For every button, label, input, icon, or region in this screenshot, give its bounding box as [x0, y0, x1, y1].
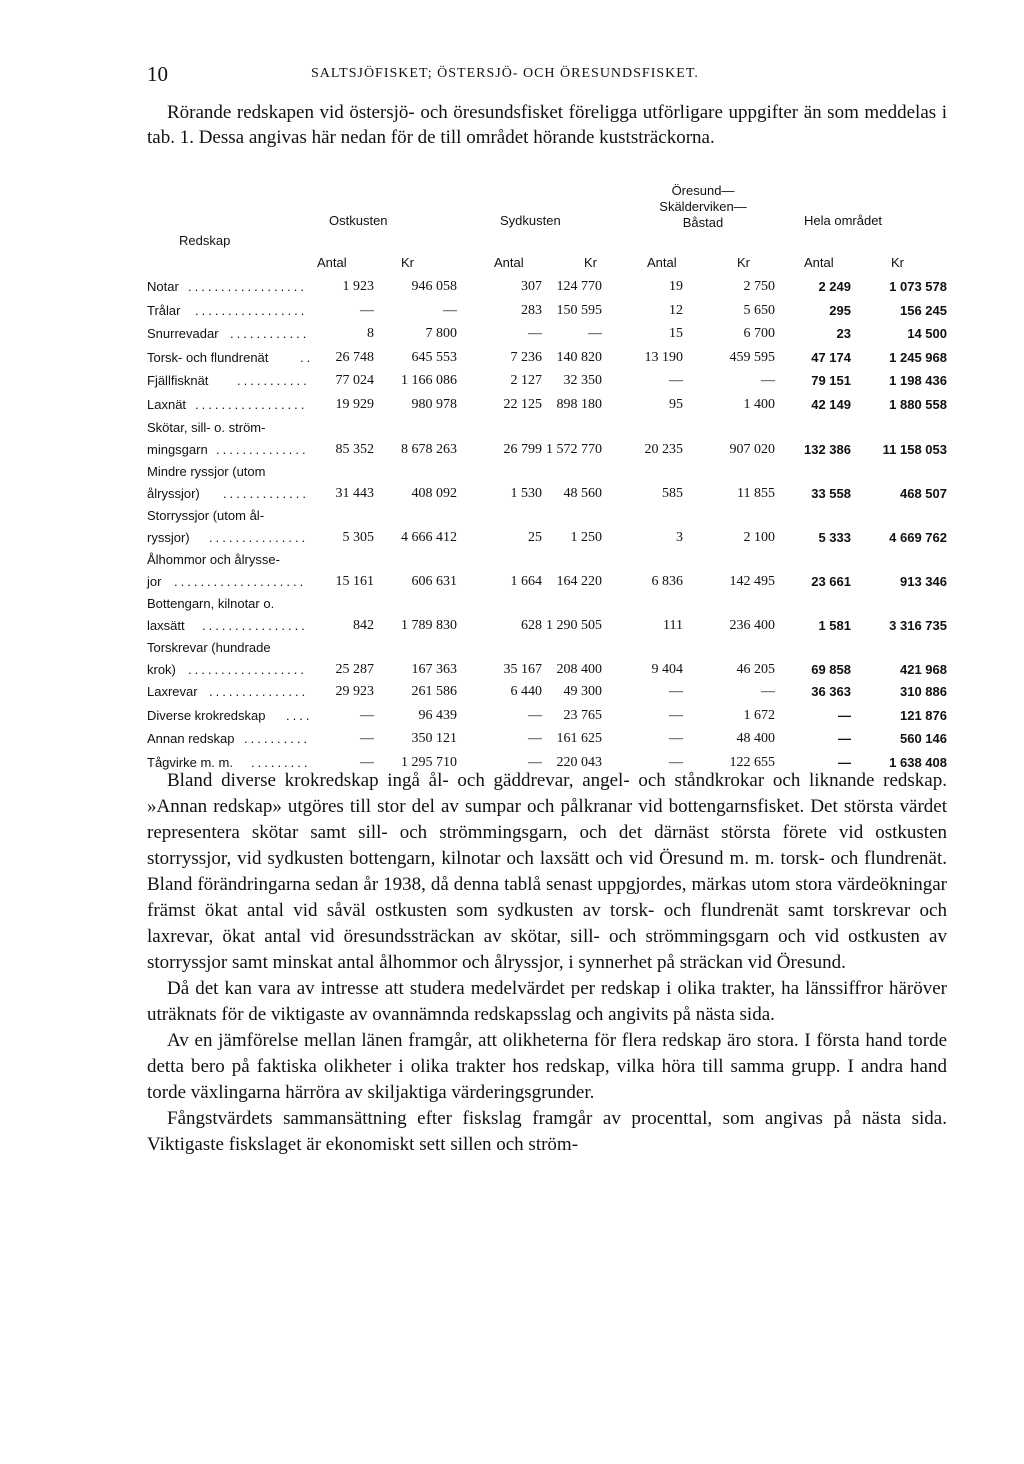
row-label: Laxrevar [147, 684, 198, 699]
row-label: ryssjor) [147, 530, 190, 545]
table-cell: 150 595 [556, 302, 602, 318]
table-cell: 208 400 [556, 662, 602, 677]
body-text [147, 768, 947, 1158]
table-cell: 1 572 770 [546, 442, 602, 457]
table-cell: 310 886 [900, 684, 947, 699]
table-cell: 2 750 [743, 279, 775, 294]
leader-dots: ........... [237, 373, 310, 388]
table-cell: 19 [669, 279, 683, 294]
table-cell: 167 363 [411, 662, 457, 677]
group-header-ostkusten: Ostkusten [329, 213, 388, 228]
table-cell: 46 205 [736, 662, 775, 677]
table-cell: 69 858 [811, 662, 851, 677]
leader-dots: ................ [202, 618, 308, 633]
leader-dots: ......... [251, 754, 311, 770]
table-cell: — [669, 754, 683, 770]
row-label: krok) [147, 662, 176, 677]
table-cell: 1 923 [342, 279, 374, 294]
table-cell: 96 439 [418, 707, 457, 723]
leader-dots: ................. [195, 396, 308, 412]
table-cell: 132 386 [804, 442, 851, 457]
table-cell: 4 669 762 [889, 530, 947, 545]
table-cell: 29 923 [335, 684, 374, 699]
table-cell: 468 507 [900, 486, 947, 501]
table-cell: — [838, 731, 851, 746]
table-cell: 85 352 [335, 442, 374, 457]
table-cell: 898 180 [556, 396, 602, 412]
table-cell: 36 363 [811, 684, 851, 699]
group-header-hela-omradet: Hela området [804, 213, 883, 228]
table-cell: 48 560 [563, 486, 602, 501]
table-cell: 5 305 [342, 530, 374, 545]
table-cell: — [528, 754, 542, 770]
leader-dots: .. [300, 349, 314, 365]
row-label: jor [147, 574, 162, 589]
table-cell: — [528, 326, 542, 341]
row-label: Laxnät [147, 396, 187, 412]
row-label: Mindre ryssjor (utom [147, 464, 266, 479]
column-subheader: Kr [891, 255, 904, 270]
table-cell: 421 968 [900, 662, 947, 677]
row-label: Notar [147, 279, 179, 294]
leader-dots: ............ [230, 326, 310, 341]
table-cell: 14 500 [907, 326, 947, 341]
table-cell: 161 625 [556, 731, 602, 746]
table-cell: 295 [829, 302, 851, 318]
table-cell: 23 [836, 326, 851, 341]
table-cell: — [528, 707, 542, 723]
table-cell: 42 149 [811, 396, 851, 412]
page-header [147, 62, 947, 88]
row-label: Diverse krokredskap [147, 707, 266, 723]
table-cell: 142 495 [729, 574, 775, 589]
table-cell: 307 [521, 279, 542, 294]
row-label: Trålar [147, 302, 181, 318]
table-cell: — [360, 302, 374, 318]
leader-dots: .... [286, 707, 313, 723]
table-cell: 164 220 [556, 574, 602, 589]
table-cell: — [360, 731, 374, 746]
leader-dots: ................. [195, 302, 308, 318]
table-cell: 2 100 [743, 530, 775, 545]
table-cell: 20 235 [644, 442, 683, 457]
table-cell: 49 300 [563, 684, 602, 699]
table-cell: 8 678 263 [401, 442, 457, 457]
table-cell: 606 631 [411, 574, 457, 589]
running-head: SALTSJÖFISKET; ÖSTERSJÖ- OCH ÖRESUNDSFISKET. [311, 66, 699, 81]
table-cell: 111 [663, 618, 683, 633]
column-subheader: Antal [494, 255, 524, 270]
table-cell: 7 236 [510, 349, 542, 365]
table-cell: 23 661 [811, 574, 851, 589]
table-cell: 1 672 [743, 707, 775, 723]
group-header-oresund-line2: Skälderviken— [659, 199, 747, 214]
table-cell: 1 664 [510, 574, 542, 589]
table-cell: 1 198 436 [889, 373, 947, 388]
table-cell: 2 127 [510, 373, 542, 388]
column-subheader: Kr [584, 255, 597, 270]
leader-dots: .......... [244, 731, 311, 746]
table-cell: 628 [521, 618, 542, 633]
table-cell: 907 020 [729, 442, 775, 457]
table-cell: 25 [528, 530, 542, 545]
leader-dots: ............... [209, 684, 309, 699]
table-cell: 19 929 [335, 396, 374, 412]
table-cell: — [588, 326, 602, 341]
table-cell: 1 789 830 [401, 618, 457, 633]
table-cell: — [669, 707, 683, 723]
column-subheader: Kr [401, 255, 414, 270]
table-cell: 585 [662, 486, 683, 501]
row-label: Storryssjor (utom ål- [147, 508, 265, 523]
table-cell: 122 655 [729, 754, 775, 770]
table-cell: — [669, 731, 683, 746]
table-cell: 11 855 [737, 486, 775, 501]
table-cell: 459 595 [729, 349, 775, 365]
row-label: ålryssjor) [147, 486, 200, 501]
row-label: Tågvirke m. m. [147, 754, 233, 770]
group-header-oresund-line3: Båstad [682, 215, 724, 230]
table-cell: 1 530 [510, 486, 542, 501]
leader-dots: ............... [209, 530, 309, 545]
group-header-oresund-line1: Öresund— [671, 183, 735, 198]
table-cell: 408 092 [411, 486, 457, 501]
row-header-label: Redskap [179, 233, 231, 248]
table-cell: — [669, 684, 683, 699]
table-cell: 13 190 [644, 349, 683, 365]
gear-table [147, 183, 957, 770]
row-label: Snurrevadar [147, 326, 219, 341]
table-cell: 9 404 [651, 662, 683, 677]
column-subheader: Antal [317, 255, 347, 270]
row-label: Bottengarn, kilnotar o. [147, 596, 275, 611]
table-cell: — [838, 754, 851, 770]
table-cell: 79 151 [811, 373, 851, 388]
table-cell: 5 650 [743, 302, 775, 318]
table-cell: 1 073 578 [889, 279, 947, 294]
leader-dots: ............. [223, 486, 309, 501]
table-cell: 140 820 [556, 349, 602, 365]
table-cell: 121 876 [900, 707, 947, 723]
table-cell: 1 581 [818, 618, 851, 633]
table-cell: 645 553 [411, 349, 457, 365]
row-label: Ålhommor och ålrysse- [147, 552, 280, 567]
table-cell: 236 400 [729, 618, 775, 633]
table-cell: 11 158 053 [882, 442, 947, 457]
intro-paragraph: Rörande redskapen vid östersjö- och öresundsfisket föreligga utförligare uppgifter än som meddelas i tab. 1. Dessa angivas här nedan för de till området hörande kuststräckorna. [147, 102, 947, 148]
table-cell: 1 250 [570, 530, 602, 545]
table-cell: 350 121 [411, 731, 457, 746]
leader-dots: .................. [188, 662, 308, 677]
table-cell: 1 638 408 [889, 754, 947, 770]
table-cell: 1 245 968 [889, 349, 947, 365]
table-cell: 95 [669, 396, 683, 412]
body-paragraph: Fångstvärdets sammansättning efter fiskslag framgår av procenttal, som angivas på nästa sida. Viktigaste fiskslaget är ekonomiskt sett sillen och ström- [147, 1108, 947, 1155]
table-cell: 77 024 [335, 373, 374, 388]
table-cell: 560 146 [900, 731, 947, 746]
table-cell: 1 290 505 [546, 618, 602, 633]
table-cell: — [761, 684, 775, 699]
row-label: Torsk- och flundrenät [147, 349, 269, 365]
table-cell: 220 043 [556, 754, 602, 770]
table-cell: 842 [353, 618, 374, 633]
table-cell: 4 666 412 [401, 530, 457, 545]
row-label: Annan redskap [147, 731, 235, 746]
table-cell: 6 440 [510, 684, 542, 699]
table-cell: 7 800 [425, 326, 457, 341]
table-cell: 6 836 [651, 574, 683, 589]
table-cell: — [838, 707, 851, 723]
table-cell: 26 799 [503, 442, 542, 457]
table-cell: 47 174 [811, 349, 851, 365]
table-cell: — [761, 373, 775, 388]
table-cell: 33 558 [811, 486, 851, 501]
table-cell: 1 295 710 [401, 754, 457, 770]
table-cell: 1 166 086 [401, 373, 457, 388]
group-header-sydkusten: Sydkusten [500, 213, 561, 228]
leader-dots: .................. [188, 279, 308, 294]
table-cell: 3 316 735 [889, 618, 947, 633]
table-cell: 124 770 [556, 279, 602, 294]
table-cell: 2 249 [818, 279, 851, 294]
table-cell: 6 700 [743, 326, 775, 341]
leader-dots: .............. [216, 442, 309, 457]
table-cell: 15 161 [335, 574, 374, 589]
table-cell: 32 350 [563, 373, 602, 388]
table-cell: 48 400 [736, 731, 775, 746]
leader-dots: .................... [174, 574, 307, 589]
table-cell: 1 400 [743, 396, 775, 412]
table-cell: 15 [669, 326, 683, 341]
table-cell: 5 333 [818, 530, 851, 545]
row-label: mingsgarn [147, 442, 208, 457]
table-cell: 23 765 [563, 707, 602, 723]
table-cell: 913 346 [900, 574, 947, 589]
column-subheader: Antal [647, 255, 677, 270]
body-paragraph: Av en jämförelse mellan länen framgår, att olikheterna för flera redskap äro stora. I första hand torde detta bero på faktiska olikheter i olika trakter hos redskap, vilka höra till samma grupp. I andra hand torde växlingarna härröra av skiljaktiga värderingsgrunder. [147, 1030, 947, 1103]
table-cell: 12 [669, 302, 683, 318]
table-cell: 156 245 [900, 302, 947, 318]
table-cell: 26 748 [335, 349, 374, 365]
page-number: 10 [147, 62, 168, 86]
table-cell: — [360, 707, 374, 723]
column-subheader: Kr [737, 255, 750, 270]
table-cell: 22 125 [503, 396, 542, 412]
table-cell: — [443, 302, 457, 318]
table-cell: 8 [367, 326, 374, 341]
row-label: laxsätt [147, 618, 185, 633]
row-label: Skötar, sill- o. ström- [147, 420, 266, 435]
body-paragraph: Då det kan vara av intresse att studera medelvärdet per redskap i olika trakter, ha länssiffror häröver uträknats för de viktigaste av ovannämnda redskapsslag och angivits på nästa sida. [147, 978, 947, 1025]
table-cell: — [669, 373, 683, 388]
table-cell: 25 287 [335, 662, 374, 677]
table-cell: 946 058 [411, 279, 457, 294]
column-subheader: Antal [804, 255, 834, 270]
table-cell: 3 [676, 530, 683, 545]
table-cell: 1 880 558 [889, 396, 947, 412]
row-label: Torskrevar (hundrade [147, 640, 271, 655]
table-cell: 283 [521, 302, 542, 318]
table-cell: 261 586 [411, 684, 457, 699]
table-cell: — [528, 731, 542, 746]
body-paragraph: Bland diverse krokredskap ingå ål- och gäddrevar, angel- och ståndkrokar och liknande redskap. »Annan redskap» utgöres till stor del av sumpar och pålkranar vid bottengarnsfisket. Det största värdet representera skötar samt sill- och strömmingsgarn, och det därnäst största förete vid ostkusten storryssjor, vid sydkusten bottengarn, kilnotar och laxsätt och vid Öresund m. m. torsk- och flundrenät. Bland förändringarna sedan år 1938, då denna tablå senast uppgjordes, märkas utom stora värdeökningar främst ökat antal vid såväl ostkusten som sydkusten av torsk- och flundrenät samt torskrevar och laxrevar, ökat antal vid öresundssträckan av skötar, sill- och strömmingsgarn och vid ostkusten av storryssjor samt minskat antal ålhommor och ålryssjor, i synnerhet på sträckan vid Öresund. [147, 770, 947, 973]
table-cell: — [360, 754, 374, 770]
table-cell: 31 443 [335, 486, 374, 501]
table-cell: 35 167 [503, 662, 542, 677]
row-label: Fjällfisknät [147, 373, 209, 388]
table-cell: 980 978 [411, 396, 457, 412]
